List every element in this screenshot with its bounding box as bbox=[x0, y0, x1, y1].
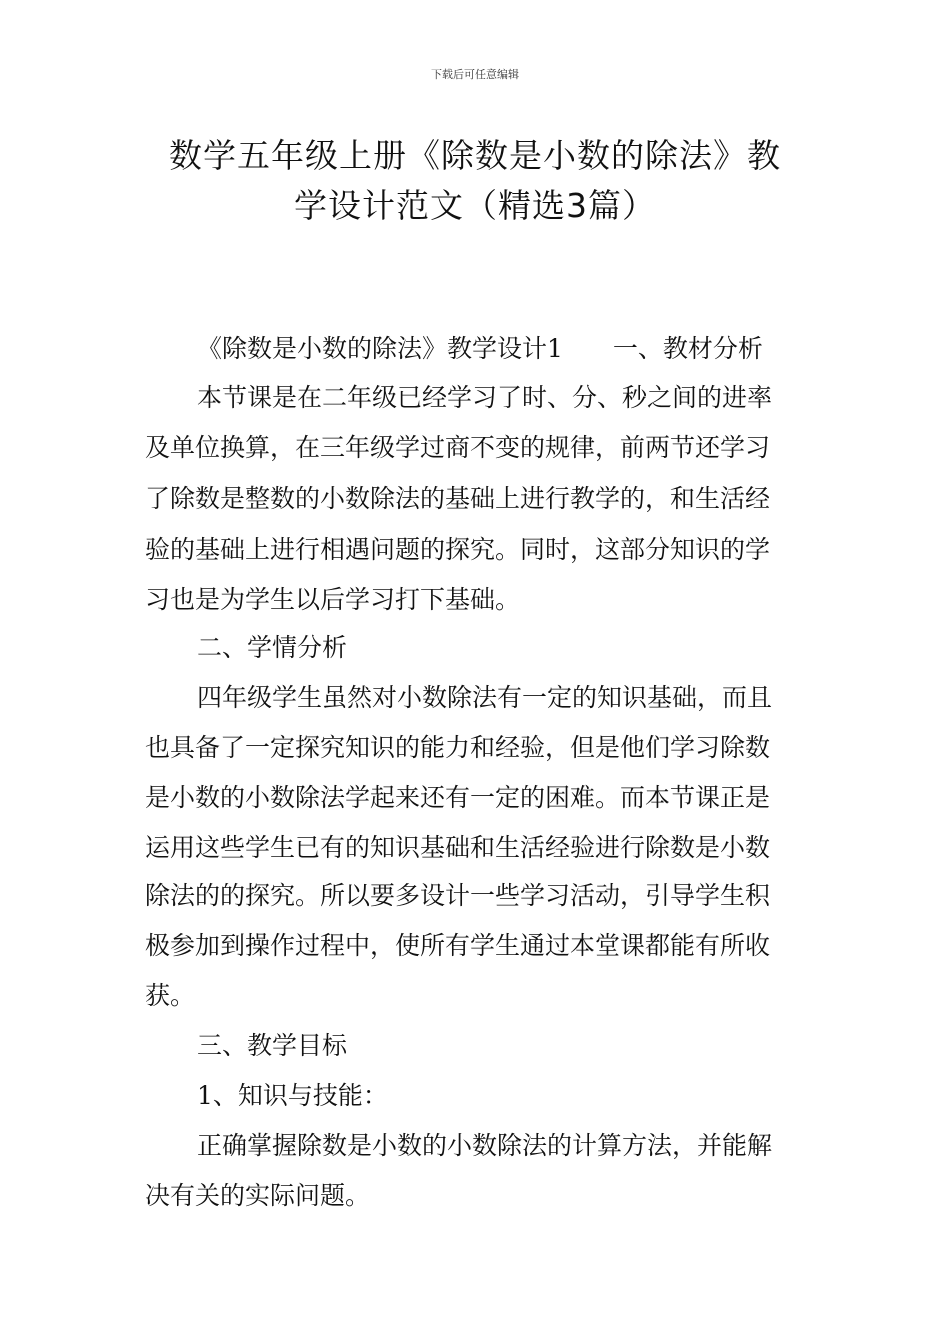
subsection-heading: 1、知识与技能： bbox=[197, 1081, 388, 1110]
section-heading: 二、学情分析 bbox=[197, 633, 348, 662]
paragraph-line: 本节课是在二年级已经学习了时、分、秒之间的进率 bbox=[197, 383, 773, 412]
paragraph-line: 了除数是整数的小数除法的基础上进行教学的，和生活经 bbox=[145, 484, 771, 513]
document-title-line-1: 数学五年级上册《除数是小数的除法》教 bbox=[169, 136, 781, 175]
paragraph-line: 习也是为学生以后学习打下基础。 bbox=[145, 585, 521, 614]
paragraph-line: 极参加到操作过程中，使所有学生通过本堂课都能有所收 bbox=[145, 931, 771, 960]
paragraph-line: 也具备了一定探究知识的能力和经验，但是他们学习除数 bbox=[145, 733, 771, 762]
paragraph-line: 及单位换算，在三年级学过商不变的规律，前两节还学习 bbox=[145, 433, 771, 462]
section-heading: 三、教学目标 bbox=[197, 1031, 348, 1060]
paragraph-line: 决有关的实际问题。 bbox=[145, 1181, 371, 1210]
paragraph-line: 正确掌握除数是小数的小数除法的计算方法，并能解 bbox=[197, 1131, 773, 1160]
paragraph-line: 四年级学生虽然对小数除法有一定的知识基础，而且 bbox=[197, 683, 773, 712]
paragraph-line: 是小数的小数除法学起来还有一定的困难。而本节课正是 bbox=[145, 783, 771, 812]
paragraph-line: 获。 bbox=[145, 981, 196, 1010]
paragraph-line: 除法的的探究。所以要多设计一些学习活动，引导学生积 bbox=[145, 881, 771, 910]
section-heading-line: 《除数是小数的除法》教学设计1 一、教材分析 bbox=[197, 334, 763, 363]
paragraph-line: 验的基础上进行相遇问题的探究。同时，这部分知识的学 bbox=[145, 535, 771, 564]
document-title-line-2: 学设计范文（精选3篇） bbox=[294, 186, 656, 225]
paragraph-line: 运用这些学生已有的知识基础和生活经验进行除数是小数 bbox=[145, 833, 771, 862]
header-note: 下载后可任意编辑 bbox=[431, 68, 519, 81]
